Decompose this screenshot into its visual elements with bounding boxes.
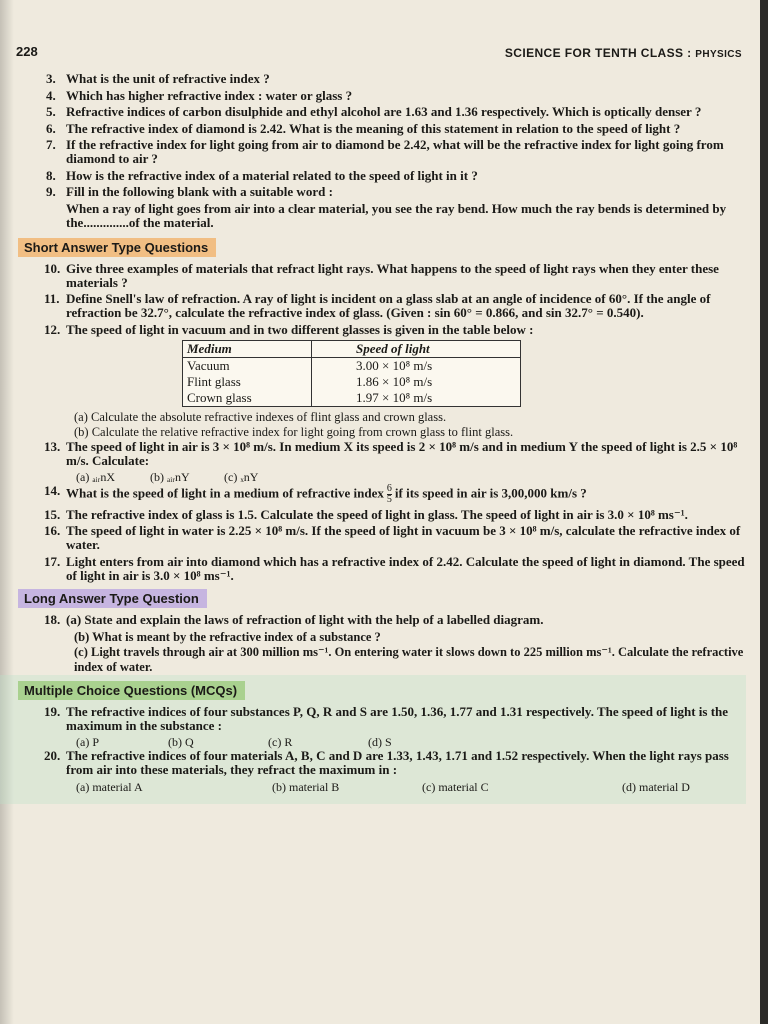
question-9: 9. Fill in the following blank with a suitable word : <box>46 184 333 199</box>
question-7: 7. If the refractive index for light going from air to diamond be 2.42, what will be the refractive index for light going from diamond to air ? <box>46 137 724 166</box>
page-gutter-shadow <box>0 0 14 1024</box>
option-c: (c) R <box>268 735 293 749</box>
table-cell-medium: Crown glass <box>183 390 312 407</box>
question-13-parts <box>18 470 746 484</box>
fraction-six-fifths: $\frac{6}{5}$ <box>386 483 392 505</box>
option-a: (a) material A <box>76 779 143 794</box>
table-header-speed: Speed of light <box>312 340 521 357</box>
question-16: 16. The speed of light in water is 2.25 × 10⁸ m/s. If the speed of light in vacuum be 3 × 10⁸ m/s, calculate the refractive index of water. <box>44 523 741 552</box>
table-row <box>183 390 521 407</box>
table-row <box>183 357 521 374</box>
table-row <box>183 374 521 390</box>
question-12-part-b: (b) Calculate the relative refractive index for light going from crown glass to flint glass. <box>74 424 514 439</box>
question-10: 10. Give three examples of materials that refract light rays. What happens to the speed of light rays when they enter these materials ? <box>44 260 719 290</box>
question-20-options <box>18 780 746 804</box>
section-heading-short-answer: Short Answer Type Questions <box>18 238 216 257</box>
question-13: 13. The speed of light in air is 3 × 10⁸ m/s. In medium X its speed is 2 × 10⁸ m/s and in medium Y the speed of light is 2.5 × 10⁸ m/s. Calculate: <box>44 438 738 468</box>
question-19: 19. The refractive indices of four substances P, Q, R and S are 1.50, 1.36, 1.77 and 1.31 respectively. The speed of light is the maximum in the substance : <box>44 703 729 733</box>
question-18-part-b: (b) What is meant by the refractive index of a substance ? <box>74 629 381 644</box>
question-6: 6. The refractive index of diamond is 2.42. What is the meaning of this statement in relation to the speed of light ? <box>46 120 681 136</box>
question-18: 18. (a) State and explain the laws of refraction of light with the help of a labelled diagram. <box>44 612 544 627</box>
question-5: 5. Refractive indices of carbon disulphide and ethyl alcohol are 1.63 and 1.36 respectively. Which is optically denser ? <box>46 104 702 119</box>
question-15: 15. The refractive index of glass is 1.5. Calculate the speed of light in glass. The speed of light in air is 3.0 × 10⁸ ms⁻¹. <box>44 506 688 522</box>
question-12-part-a: (a) Calculate the absolute refractive indexes of flint glass and crown glass. <box>74 409 447 424</box>
question-8: 8. How is the refractive index of a material related to the speed of light in it ? <box>46 167 478 183</box>
question-13-part-c: (c) ₓnY <box>224 470 259 484</box>
section-heading-long-answer: Long Answer Type Question <box>18 589 207 608</box>
option-b: (b) Q <box>168 735 194 749</box>
question-20: 20. The refractive indices of four materials A, B, C and D are 1.33, 1.43, 1.71 and 1.52 respectively. When the light rays pass from air into these materials, they refract the maximum in : <box>44 748 729 777</box>
table-cell-speed: 3.00 × 10⁸ m/s <box>312 357 521 374</box>
option-a: (a) P <box>76 735 99 749</box>
table-cell-speed: 1.86 × 10⁸ m/s <box>312 374 521 390</box>
question-13-part-a: (a) ₐᵢᵣnX <box>76 470 115 484</box>
speed-of-light-table <box>182 340 521 407</box>
question-list <box>18 72 746 804</box>
question-3: 3. What is the unit of refractive index ? <box>46 71 270 86</box>
section-heading-mcq: Multiple Choice Questions (MCQs) <box>18 681 245 700</box>
question-11: 11. Define Snell's law of refraction. A ray of light is incident on a glass slab at an angle of incidence of 60°. If the angle of refraction be 32.7°, calculate the refractive index of glass. (Given : sin 60° = 0.866, and sin 32.7° = 0.540). <box>44 291 711 320</box>
question-17: 17. Light enters from air into diamond which has a refractive index of 2.42. Calculate the speed of light in diamond. The speed of light in air is 3.0 × 10⁸ ms⁻¹. <box>44 553 745 583</box>
page-number: 228 <box>16 44 38 59</box>
question-13-part-b: (b) ₐᵢᵣnY <box>150 470 190 484</box>
question-14: 14. What is the speed of light in a medium of refractive index $\frac{6}{5}$ if its speed in air is 3,00,000 km/s ? <box>44 483 587 505</box>
question-18-part-c: (c) Light travels through air at 300 million ms⁻¹. On entering water it slows down to 225 million ms⁻¹. Calculate the refractive index of water. <box>74 644 744 674</box>
table-header-medium: Medium <box>183 340 312 357</box>
running-subject: PHYSICS <box>695 49 742 60</box>
option-d: (d) S <box>368 735 392 749</box>
table-cell-speed: 1.97 × 10⁸ m/s <box>312 390 521 407</box>
option-c: (c) material C <box>422 779 489 794</box>
option-d: (d) material D <box>622 779 690 794</box>
option-b: (b) material B <box>272 779 340 794</box>
question-4: 4. Which has higher refractive index : water or glass ? <box>46 87 353 103</box>
question-12: 12. The speed of light in vacuum and in two different glasses is given in the table below : <box>44 321 534 337</box>
table-header-row <box>183 340 521 357</box>
table-cell-medium: Flint glass <box>183 374 312 390</box>
running-header <box>12 44 742 64</box>
mcq-section <box>0 675 746 804</box>
question-12-parts <box>18 410 746 440</box>
running-title: SCIENCE FOR TENTH CLASS : PHYSICS <box>504 46 742 60</box>
question-18-parts <box>18 630 746 675</box>
question-19-options <box>18 735 746 749</box>
question-9-detail: When a ray of light goes from air into a clear material, you see the ray bend. How much the ray bends is determined by the..............of the material. <box>66 200 727 230</box>
table-cell-medium: Vacuum <box>183 357 312 374</box>
